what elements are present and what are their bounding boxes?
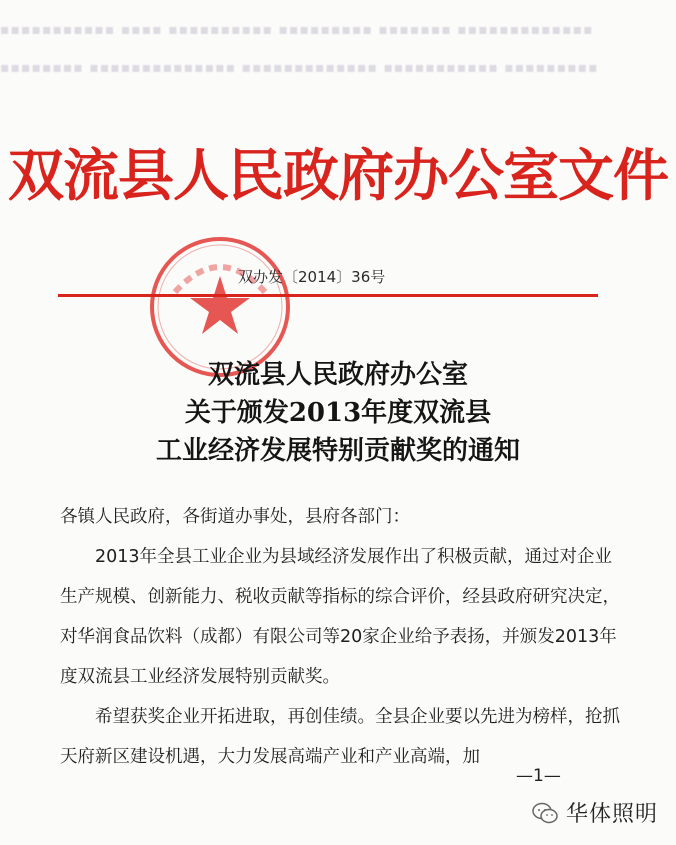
document-number: 双办发〔2014〕36号 <box>238 268 386 286</box>
wechat-icon <box>532 802 558 824</box>
document-header-title: 双流县人民政府办公室文件 <box>8 143 668 209</box>
notice-title-line: 工业经济发展特别贡献奖的通知 <box>155 436 520 466</box>
header-red-divider <box>58 294 598 297</box>
notice-title-line: 双流县人民政府办公室 <box>207 360 468 390</box>
notice-title <box>0 356 676 470</box>
document-body <box>60 497 620 777</box>
bleed-through-text: ▪▪▪▪▪▪▪▪ ▪▪▪▪▪▪▪▪▪▪▪▪▪▪ ▪▪▪▪▪▪▪▪▪▪▪▪▪ ▪▪▪▪▪▪▪▪▪▪▪ ▪▪▪▪▪▪▪▪▪ <box>0 60 599 76</box>
body-paragraph: 希望获奖企业开拓进取，再创佳绩。全县企业要以先进为榜样，抢抓天府新区建设机遇，大力发展高端产业和产业高端，加 <box>60 707 620 767</box>
wechat-watermark <box>532 797 658 828</box>
salutation: 各镇人民政府，各街道办事处，县府各部门： <box>60 507 410 527</box>
body-paragraph: 2013年全县工业企业为县域经济发展作出了积极贡献，通过对企业生产规模、创新能力、税收贡献等指标的综合评价，经县政府研究决定，对华润食品饮料（成都）有限公司等20家企业给予表扬，并颁发2013年度双流县工业经济发展特别贡献奖。 <box>60 547 620 687</box>
bleed-through-text: ▪▪▪▪▪▪▪▪▪▪▪ ▪▪▪▪ ▪▪▪▪▪▪▪▪▪▪ ▪▪▪▪▪▪▪▪▪ ▪▪▪▪▪▪▪ ▪▪▪▪▪▪▪▪▪▪▪▪▪ <box>0 22 594 38</box>
page-number: —1— <box>516 766 561 786</box>
watermark-text: 华体照明 <box>566 802 659 827</box>
notice-title-line: 关于颁发2013年度双流县 <box>184 398 492 428</box>
